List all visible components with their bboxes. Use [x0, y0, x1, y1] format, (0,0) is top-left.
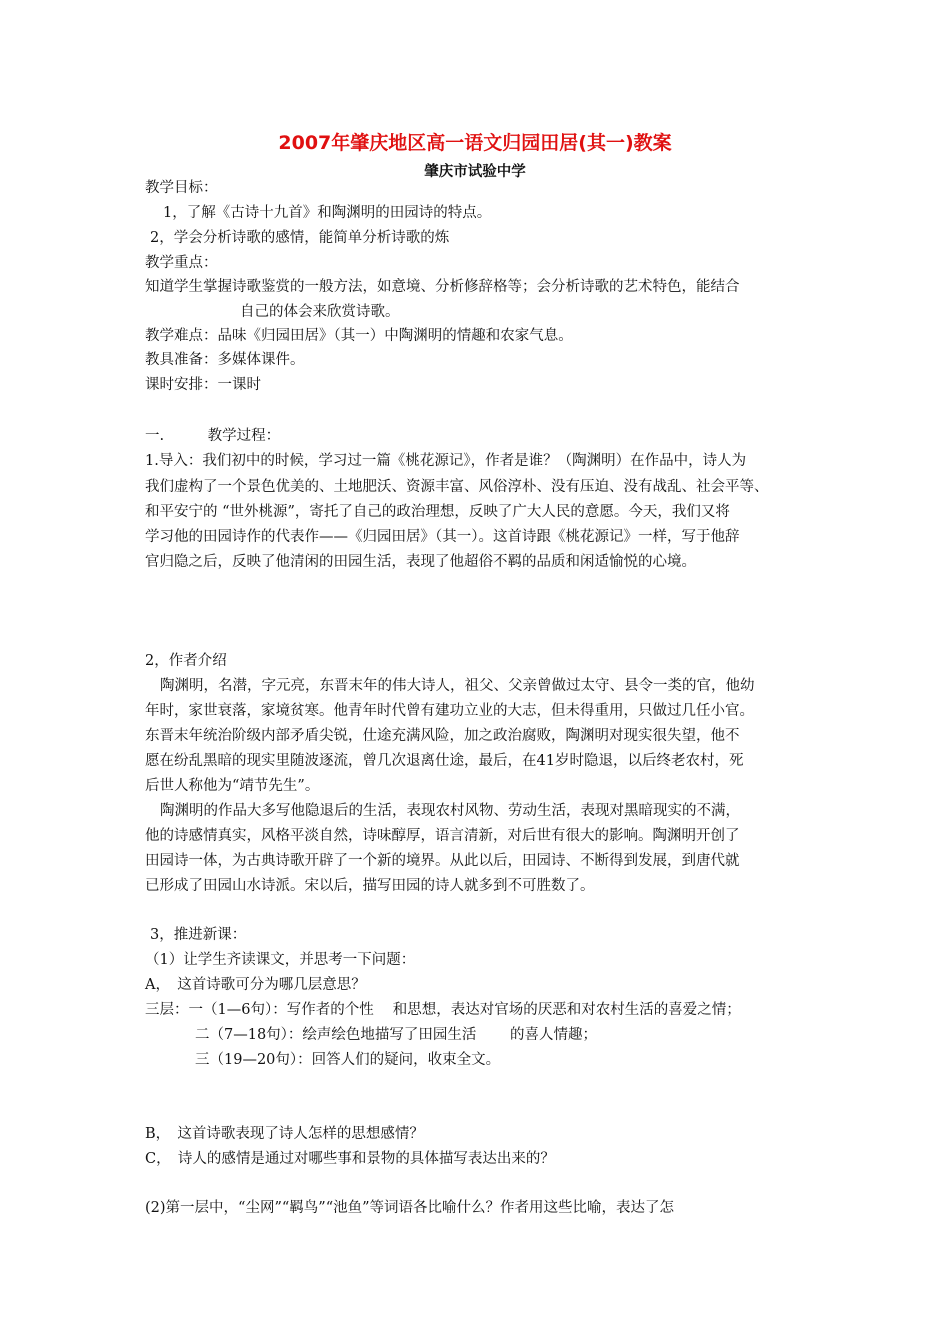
text-line: A， 这首诗歌可分为哪几层意思？: [145, 977, 366, 993]
document-subtitle: 肇庆市试验中学: [424, 164, 526, 180]
text-line: 教学重点：: [145, 255, 218, 271]
text-line: 东晋末年统治阶级内部矛盾尖锐，仕途充满风险，加之政治腐败，陶渊明对现实很失望，他不: [145, 728, 740, 744]
text-line: 官归隐之后，反映了他清闲的田园生活，表现了他超俗不羁的品质和闲适愉悦的心境。: [145, 554, 696, 570]
text-line: 2，学会分析诗歌的感情，能简单分析诗歌的炼: [150, 230, 450, 246]
document-title: 2007年肇庆地区高一语文归园田居(其一)教案: [278, 132, 672, 154]
text-line: 三层：一（1—6句）：写作者的个性 和思想，表达对官场的厌恶和对农村生活的喜爱之情；: [145, 1002, 741, 1018]
text-line: 田园诗一体，为古典诗歌开辟了一个新的境界。从此以后，田园诗、不断得到发展，到唐代就: [145, 853, 740, 869]
text-line: 1.导入：我们初中的时候，学习过一篇《桃花源记》，作者是谁？（陶渊明）在作品中，诗人为: [145, 453, 747, 469]
text-line: 他的诗感情真实，风格平淡自然，诗味醇厚，语言清新，对后世有很大的影响。陶渊明开创了: [145, 828, 740, 844]
text-line: 和平安宁的 “世外桃源”，寄托了自己的政治理想，反映了广大人民的意愿。今天，我们又将: [145, 504, 730, 520]
section-heading: 一. 教学过程：: [145, 428, 281, 444]
text-line: (2)第一层中，“尘网”“羁鸟”“池鱼”等词语各比喻什么？作者用这些比喻，表达了怎: [145, 1200, 675, 1216]
section-heading: 3，推进新课：: [150, 927, 247, 943]
text-line: 教学目标：: [145, 180, 218, 196]
text-line: 年时，家世衰落，家境贫寒。他青年时代曾有建功立业的大志，但未得重用，只做过几任小官。: [145, 703, 754, 719]
text-line: 教具准备：多媒体课件。: [145, 352, 305, 368]
text-line: 已形成了田园山水诗派。宋以后，描写田园的诗人就多到不可胜数了。: [145, 878, 595, 894]
text-line: 自己的体会来欣赏诗歌。: [240, 304, 400, 320]
text-line: 愿在纷乱黑暗的现实里随波逐流，曾几次退离仕途，最后，在41岁时隐退，以后终老农村，死: [145, 753, 744, 769]
text-line: 教学难点：品味《归园田居》（其一）中陶渊明的情趣和农家气息。: [145, 328, 573, 344]
text-line: B， 这首诗歌表现了诗人怎样的思想感情？: [145, 1126, 424, 1142]
text-line: 我们虚构了一个景色优美的、土地肥沃、资源丰富、风俗淳朴、没有压迫、没有战乱、社会平等、: [145, 479, 769, 495]
text-line: 陶渊明的作品大多写他隐退后的生活，表现农村风物、劳动生活，表现对黑暗现实的不满，: [160, 803, 740, 819]
text-line: C， 诗人的感情是通过对哪些事和景物的具体描写表达出来的？: [145, 1151, 555, 1167]
text-line: 学习他的田园诗作的代表作——《归园田居》（其一）。这首诗跟《桃花源记》一样，写于他辞: [145, 529, 740, 545]
text-line: 陶渊明，名潜，字元亮，东晋末年的伟大诗人，祖父、父亲曾做过太守、县令一类的官，他幼: [160, 678, 755, 694]
section-heading: 2，作者介绍: [145, 653, 227, 669]
text-line: 二（7—18句）：绘声绘色地描写了田园生活 的喜人情趣；: [195, 1027, 598, 1043]
text-line: （1）让学生齐读课文，并思考一下问题：: [145, 952, 416, 968]
text-line: 课时安排：一课时: [145, 377, 261, 393]
text-line: 1，了解《古诗十九首》和陶渊明的田园诗的特点。: [163, 205, 492, 221]
text-line: 三（19—20句）：回答人们的疑问，收束全文。: [195, 1052, 501, 1068]
text-line: 后世人称他为“靖节先生”。: [145, 778, 320, 794]
text-line: 知道学生掌握诗歌鉴赏的一般方法，如意境、分析修辞格等；会分析诗歌的艺术特色，能结合: [145, 279, 740, 295]
